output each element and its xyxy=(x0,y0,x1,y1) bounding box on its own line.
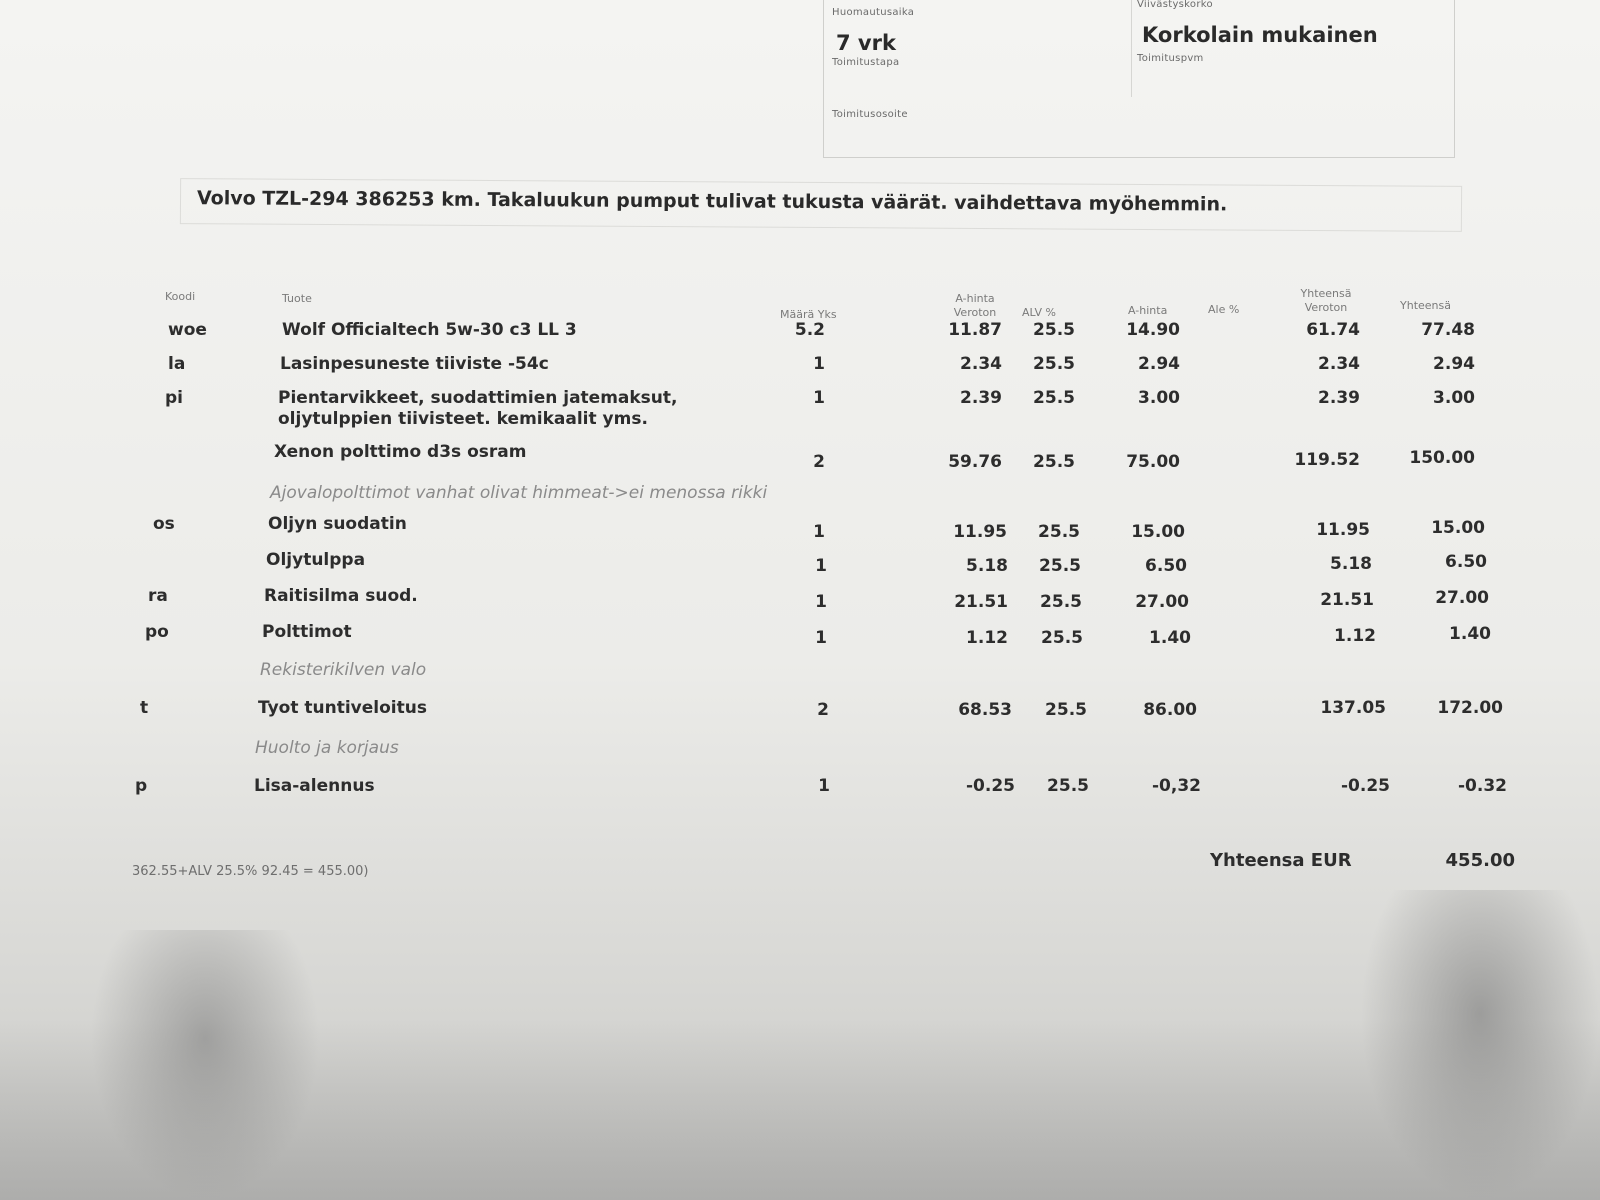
hand-shadow-left xyxy=(90,930,320,1200)
col-header-price-net: A-hinta Veroton xyxy=(953,292,997,319)
row-total-net: 1.12 xyxy=(1334,626,1376,646)
row-product: Oljyn suodatin xyxy=(268,514,407,534)
row-vat: 25.5 xyxy=(1041,628,1083,648)
invoice-terms-box xyxy=(823,0,1455,158)
col-header-total-net: Yhteensä Veroton xyxy=(1300,287,1352,314)
label-toimituspvm: Toimituspvm xyxy=(1137,53,1204,64)
total-value: 455.00 xyxy=(1445,850,1515,871)
row-total-net: -0.25 xyxy=(1341,776,1390,796)
row-price-net: 59.76 xyxy=(948,452,1002,472)
row-price: 86.00 xyxy=(1143,700,1197,720)
value-viivastyskorko: Korkolain mukainen xyxy=(1142,23,1378,47)
row-product: Polttimot xyxy=(262,622,352,642)
table-row xyxy=(0,622,1600,652)
row-total: 15.00 xyxy=(1431,518,1485,538)
col-header-vat: ALV % xyxy=(1022,306,1056,319)
row-code: pi xyxy=(165,388,183,408)
row-code: ra xyxy=(148,586,168,606)
row-total-net: 61.74 xyxy=(1306,320,1360,340)
row-total-net: 2.39 xyxy=(1318,388,1360,408)
row-qty: 1 xyxy=(813,388,825,408)
row-total: 3.00 xyxy=(1433,388,1475,408)
row-price: 75.00 xyxy=(1126,452,1180,472)
row-qty: 1 xyxy=(815,592,827,612)
row-product: Oljytulppa xyxy=(266,550,366,570)
row-qty: 1 xyxy=(818,776,830,796)
row-price-net: 2.39 xyxy=(960,388,1002,408)
row-qty: 5.2 xyxy=(794,320,825,340)
total-label: Yhteensa EUR xyxy=(1210,850,1352,871)
row-total: -0.32 xyxy=(1458,776,1507,796)
row-code: po xyxy=(145,622,169,642)
row-price: 14.90 xyxy=(1126,320,1180,340)
row-code: woe xyxy=(168,320,207,340)
row-qty: 2 xyxy=(813,452,825,472)
row-price-net: 1.12 xyxy=(966,628,1008,648)
row-price-net: 2.34 xyxy=(960,354,1002,374)
row-total-net: 21.51 xyxy=(1320,590,1374,610)
col-header-discount: Ale % xyxy=(1208,303,1240,316)
row-product: Tyot tuntiveloitus xyxy=(258,698,427,718)
col-header-qty: Määrä Yks xyxy=(780,308,837,321)
row-total: 77.48 xyxy=(1421,320,1475,340)
row-vat: 25.5 xyxy=(1038,522,1080,542)
row-qty: 1 xyxy=(815,556,827,576)
table-row xyxy=(0,776,1600,806)
row-qty: 2 xyxy=(817,700,829,720)
row-vat: 25.5 xyxy=(1040,592,1082,612)
row-vat: 25.5 xyxy=(1033,354,1075,374)
row-product: Pientarvikkeet, suodattimien jatemaksut, xyxy=(278,388,678,408)
row-product: Xenon polttimo d3s osram xyxy=(274,442,527,462)
value-huomautusaika: 7 vrk xyxy=(836,31,896,55)
row-total-net: 119.52 xyxy=(1294,450,1360,470)
vehicle-note: Volvo TZL-294 386253 km. Takaluukun pumput tulivat tukusta väärät. vaihdettava myöhemmin. xyxy=(196,187,1228,216)
col-header-code: Koodi xyxy=(165,290,196,303)
row-total: 150.00 xyxy=(1409,448,1475,468)
row-note: Ajovalopolttimot vanhat olivat himmeat->ei menossa rikki xyxy=(270,483,768,503)
row-price-net: 5.18 xyxy=(966,556,1008,576)
row-price: 2.94 xyxy=(1138,354,1180,374)
vat-summary: 362.55+ALV 25.5% 92.45 = 455.00) xyxy=(132,864,369,879)
label-toimitusosoite: Toimitusosoite xyxy=(832,109,908,120)
row-qty: 1 xyxy=(815,628,827,648)
row-price-net: 68.53 xyxy=(958,700,1012,720)
col-header-total: Yhteensä xyxy=(1400,299,1451,312)
hand-shadow-right xyxy=(1360,890,1600,1200)
row-total-net: 11.95 xyxy=(1316,520,1370,540)
row-price: -0,32 xyxy=(1152,776,1201,796)
row-code: p xyxy=(135,776,148,796)
row-product: Wolf Officialtech 5w-30 c3 LL 3 xyxy=(282,320,577,340)
table-row xyxy=(0,586,1600,616)
row-vat: 25.5 xyxy=(1047,776,1089,796)
row-price: 6.50 xyxy=(1145,556,1187,576)
vehicle-note-box xyxy=(180,178,1462,232)
row-total: 1.40 xyxy=(1449,624,1491,644)
row-price: 3.00 xyxy=(1138,388,1180,408)
row-product-line2: oljytulppien tiivisteet. kemikaalit yms. xyxy=(278,409,648,429)
table-row xyxy=(0,354,1600,384)
table-row xyxy=(0,442,1600,472)
label-toimitustapa: Toimitustapa xyxy=(832,57,900,68)
row-total-net: 2.34 xyxy=(1318,354,1360,374)
row-code: la xyxy=(168,354,186,374)
table-row xyxy=(0,320,1600,350)
table-row xyxy=(0,698,1600,728)
row-product: Raitisilma suod. xyxy=(264,586,418,606)
row-total-net: 137.05 xyxy=(1320,698,1386,718)
table-row xyxy=(0,388,1600,436)
label-huomautusaika: Huomautusaika xyxy=(832,7,915,18)
table-row xyxy=(0,514,1600,544)
row-total: 172.00 xyxy=(1437,698,1503,718)
col-header-price: A-hinta xyxy=(1128,304,1168,317)
row-price: 27.00 xyxy=(1135,592,1189,612)
col-header-product: Tuote xyxy=(282,292,312,305)
row-price-net: 21.51 xyxy=(954,592,1008,612)
row-note: Huolto ja korjaus xyxy=(255,738,399,758)
row-product: Lisa-alennus xyxy=(254,776,375,796)
row-price-net: 11.87 xyxy=(948,320,1002,340)
row-price: 15.00 xyxy=(1131,522,1185,542)
row-price: 1.40 xyxy=(1149,628,1191,648)
row-total: 2.94 xyxy=(1433,354,1475,374)
info-divider xyxy=(1131,0,1132,97)
row-total-net: 5.18 xyxy=(1330,554,1372,574)
row-price-net: -0.25 xyxy=(966,776,1015,796)
row-product: Lasinpesuneste tiiviste -54c xyxy=(280,354,549,374)
row-qty: 1 xyxy=(813,522,825,542)
row-total: 27.00 xyxy=(1435,588,1489,608)
row-vat: 25.5 xyxy=(1039,556,1081,576)
table-row xyxy=(0,550,1600,580)
row-qty: 1 xyxy=(813,354,825,374)
row-vat: 25.5 xyxy=(1033,388,1075,408)
label-viivastyskorko: Viivästyskorko xyxy=(1137,0,1213,10)
row-note: Rekisterikilven valo xyxy=(260,660,427,680)
row-vat: 25.5 xyxy=(1045,700,1087,720)
row-total: 6.50 xyxy=(1445,552,1487,572)
row-price-net: 11.95 xyxy=(953,522,1007,542)
row-vat: 25.5 xyxy=(1033,452,1075,472)
row-code: t xyxy=(140,698,149,718)
row-code: os xyxy=(153,514,175,534)
row-vat: 25.5 xyxy=(1033,320,1075,340)
